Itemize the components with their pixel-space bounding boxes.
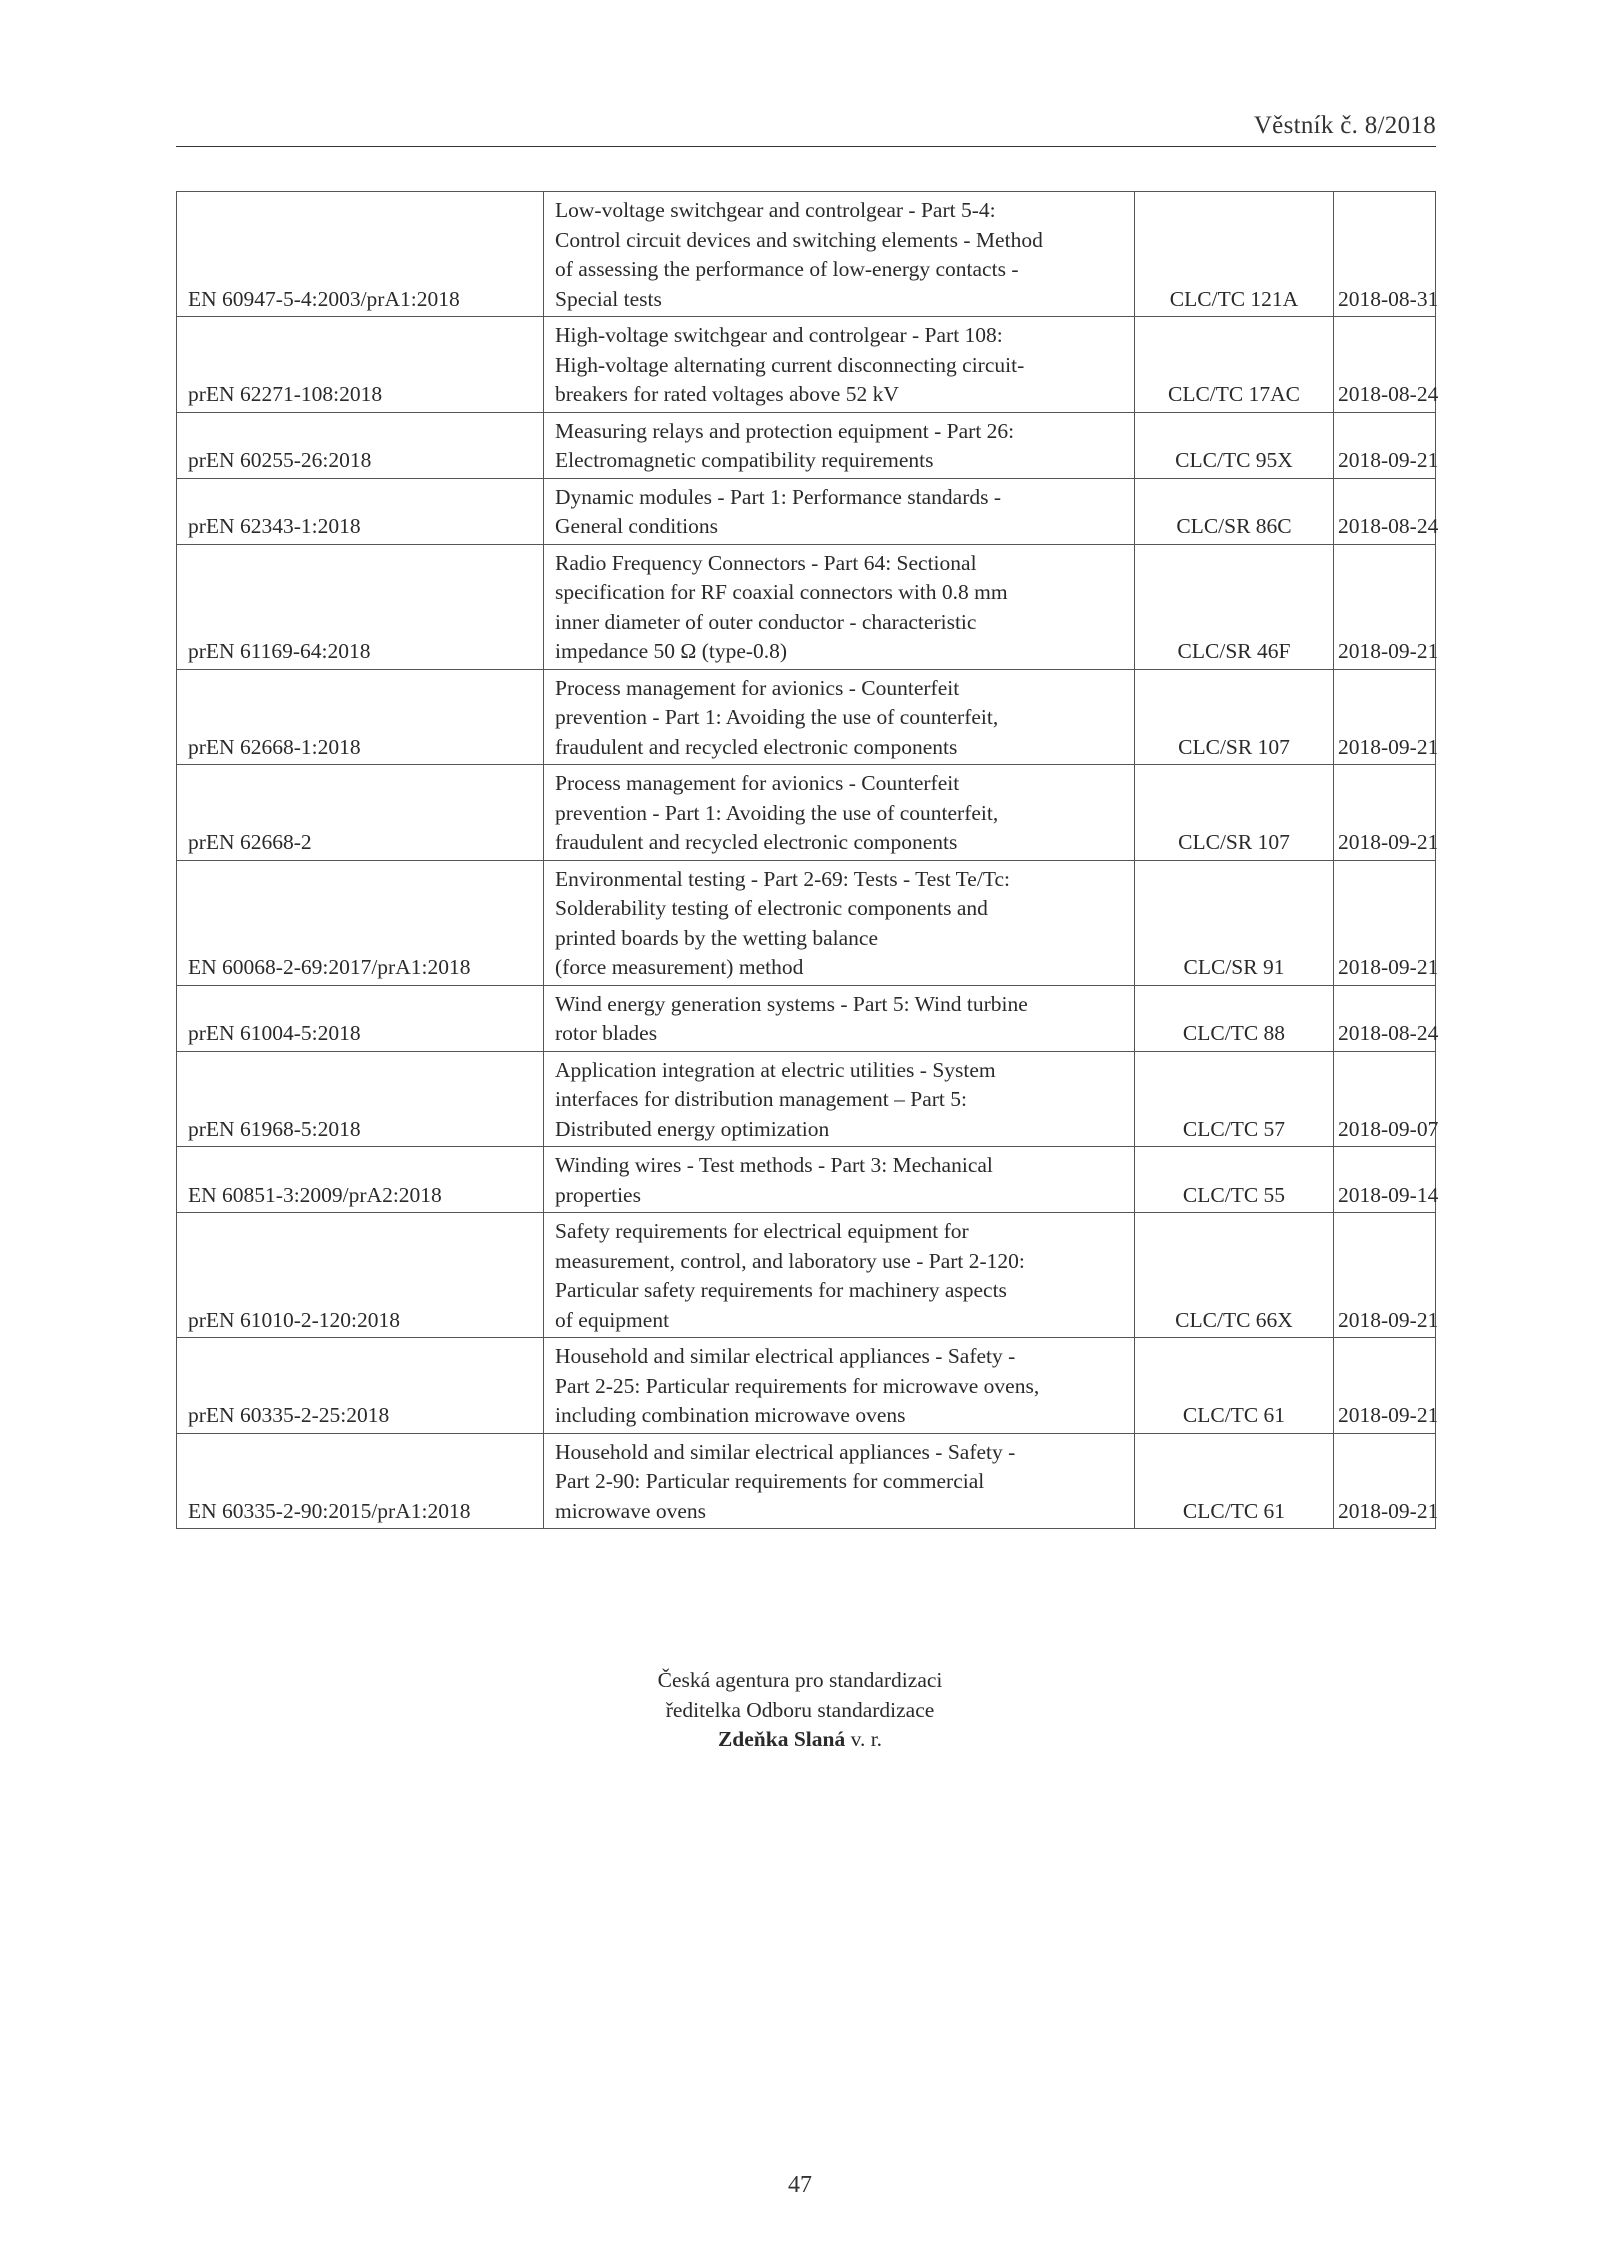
standard-title-line: Measuring relays and protection equipment - Part 26: [555,418,1015,443]
standard-code-cell: prEN 62668-2 [177,765,544,861]
standard-title-line: prevention - Part 1: Avoiding the use of counterfeit, [555,705,999,729]
standard-code-cell: EN 60335-2-90:2015/prA1:2018 [177,1433,544,1529]
table-row [177,192,1436,317]
deadline-date-cell: 2018-09-21 [1334,669,1436,765]
standard-title-line: specification for RF coaxial connectors with 0.8 mm [555,580,1008,604]
table-row [177,669,1436,765]
table-row [177,985,1436,1051]
standard-code-cell: prEN 62343-1:2018 [177,478,544,544]
standards-table-body [177,192,1439,1529]
standard-title-cell [544,1213,1135,1338]
standard-title-line: Safety requirements for electrical equipment for [555,1219,969,1243]
technical-committee-cell: CLC/TC 57 [1135,1051,1334,1147]
standard-title-line: Distributed energy optimization [555,1116,830,1141]
deadline-date-cell: 2018-09-21 [1334,860,1436,985]
standard-title-line: Particular safety requirements for machinery aspects [555,1278,1007,1302]
table-row [177,1213,1436,1338]
technical-committee-cell: CLC/TC 88 [1135,985,1334,1051]
standard-title-line: including combination microwave ovens [555,1403,906,1427]
standard-title-line: Process management for avionics - Counterfeit [555,771,960,795]
standard-title-cell [544,544,1135,669]
standard-title-line: microwave ovens [555,1498,707,1523]
table-row [177,1338,1436,1434]
standard-title-line: fraudulent and recycled electronic components [555,734,958,759]
standard-title-line: measurement, control, and laboratory use - Part 2-120: [555,1248,1025,1273]
table-row [177,1147,1436,1213]
standard-title-cell [544,1147,1135,1213]
standard-title-line: Solderability testing of electronic components and [555,896,988,920]
standard-title-line: properties [555,1182,641,1207]
deadline-date-cell: 2018-09-21 [1334,765,1436,861]
technical-committee-cell: CLC/SR 107 [1135,765,1334,861]
deadline-date-cell: 2018-09-21 [1334,544,1436,669]
signature-name-line [0,1725,1600,1755]
standard-title-line: Radio Frequency Connectors - Part 64: Sectional [555,550,977,575]
deadline-date-cell: 2018-09-21 [1334,412,1436,478]
standard-title-line: (force measurement) method [555,955,804,979]
standard-title-line: Part 2-90: Particular requirements for commercial [555,1469,985,1493]
signature-organization: Česká agentura pro standardizaci [657,1668,943,1692]
page-header [176,112,1436,147]
standard-title-line: interfaces for distribution management – Part 5: [555,1087,967,1111]
standard-title-line: printed boards by the wetting balance [555,925,878,950]
standard-title-line: Process management for avionics - Counterfeit [555,675,960,700]
standards-table [176,191,1439,1529]
standard-code-cell: EN 60068-2-69:2017/prA1:2018 [177,860,544,985]
standard-title-line: prevention - Part 1: Avoiding the use of counterfeit, [555,800,999,825]
table-row [177,1051,1436,1147]
technical-committee-cell: CLC/TC 61 [1135,1433,1334,1529]
standard-title-line: Control circuit devices and switching elements - Method [555,227,1043,252]
standard-title-line: Household and similar electrical appliances - Safety - [555,1439,1016,1464]
standard-title-line: Winding wires - Test methods - Part 3: Mechanical [555,1153,993,1177]
standard-title-cell [544,412,1135,478]
standard-title-cell [544,669,1135,765]
table-row [177,317,1436,413]
standard-title-line: fraudulent and recycled electronic components [555,830,958,854]
page-number: 47 [788,2172,812,2198]
standard-title-line: breakers for rated voltages above 52 kV [555,382,899,406]
standard-title-line: of assessing the performance of low-energy contacts - [555,257,1019,281]
technical-committee-cell: CLC/SR 46F [1135,544,1334,669]
table-row [177,478,1436,544]
standard-code-cell: prEN 62271-108:2018 [177,317,544,413]
standard-code-cell: prEN 61010-2-120:2018 [177,1213,544,1338]
standard-code-cell: prEN 62668-1:2018 [177,669,544,765]
technical-committee-cell: CLC/TC 17AC [1135,317,1334,413]
standard-code-cell: prEN 60255-26:2018 [177,412,544,478]
standard-title-line: impedance 50 Ω (type-0.8) [555,639,788,663]
standard-code-cell: prEN 61169-64:2018 [177,544,544,669]
deadline-date-cell: 2018-08-31 [1334,192,1436,317]
standard-title-cell [544,1338,1135,1434]
journal-issue-title: Věstník č. 8/2018 [1253,112,1436,139]
technical-committee-cell: CLC/SR 107 [1135,669,1334,765]
standard-title-line: rotor blades [555,1021,658,1045]
technical-committee-cell: CLC/SR 86C [1135,478,1334,544]
table-row [177,544,1436,669]
standard-title-line: Special tests [555,286,662,311]
technical-committee-cell: CLC/TC 95X [1135,412,1334,478]
signature-suffix: v. r. [845,1727,883,1751]
standard-title-line: High-voltage alternating current disconnecting circuit- [555,352,1025,377]
standard-title-cell [544,192,1135,317]
deadline-date-cell: 2018-08-24 [1334,317,1436,413]
deadline-date-cell: 2018-09-21 [1334,1338,1436,1434]
standard-code-cell: EN 60947-5-4:2003/prA1:2018 [177,192,544,317]
technical-committee-cell: CLC/TC 66X [1135,1213,1334,1338]
standard-title-cell [544,985,1135,1051]
standard-title-line: inner diameter of outer conductor - characteristic [555,609,977,634]
technical-committee-cell: CLC/TC 55 [1135,1147,1334,1213]
technical-committee-cell: CLC/SR 91 [1135,860,1334,985]
deadline-date-cell: 2018-09-07 [1334,1051,1436,1147]
standard-title-line: Environmental testing - Part 2-69: Tests - Test Te/Tc: [555,866,1010,891]
standard-code-cell: prEN 61968-5:2018 [177,1051,544,1147]
signature-block [0,1666,1600,1755]
standard-code-cell: prEN 60335-2-25:2018 [177,1338,544,1434]
table-row [177,412,1436,478]
standard-code-cell: EN 60851-3:2009/prA2:2018 [177,1147,544,1213]
table-row [177,765,1436,861]
deadline-date-cell: 2018-08-24 [1334,478,1436,544]
standard-title-line: Wind energy generation systems - Part 5: Wind turbine [555,991,1028,1016]
standard-title-line: Household and similar electrical appliances - Safety - [555,1344,1016,1368]
table-row [177,860,1436,985]
standard-title-line: General conditions [555,514,718,538]
signature-position: ředitelka Odboru standardizace [665,1697,935,1722]
standard-title-line: of equipment [555,1307,670,1332]
deadline-date-cell: 2018-08-24 [1334,985,1436,1051]
standard-title-cell [544,765,1135,861]
technical-committee-cell: CLC/TC 121A [1135,192,1334,317]
standard-title-line: Part 2-25: Particular requirements for microwave ovens, [555,1373,1040,1398]
signature-name: Zdeňka Slaná [717,1727,846,1751]
standard-title-line: Application integration at electric utilities - System [555,1057,996,1082]
technical-committee-cell: CLC/TC 61 [1135,1338,1334,1434]
standard-title-cell [544,478,1135,544]
standard-title-cell [544,1051,1135,1147]
deadline-date-cell: 2018-09-14 [1334,1147,1436,1213]
table-row [177,1433,1436,1529]
deadline-date-cell: 2018-09-21 [1334,1433,1436,1529]
standard-title-cell [544,317,1135,413]
standard-code-cell: prEN 61004-5:2018 [177,985,544,1051]
standard-title-cell [544,1433,1135,1529]
standard-title-line: Low-voltage switchgear and controlgear - Part 5-4: [555,198,996,222]
standard-title-line: Electromagnetic compatibility requirements [555,448,934,472]
deadline-date-cell: 2018-09-21 [1334,1213,1436,1338]
standard-title-cell [544,860,1135,985]
standard-title-line: Dynamic modules - Part 1: Performance standards - [555,484,1001,509]
standard-title-line: High-voltage switchgear and controlgear - Part 108: [555,323,1003,347]
